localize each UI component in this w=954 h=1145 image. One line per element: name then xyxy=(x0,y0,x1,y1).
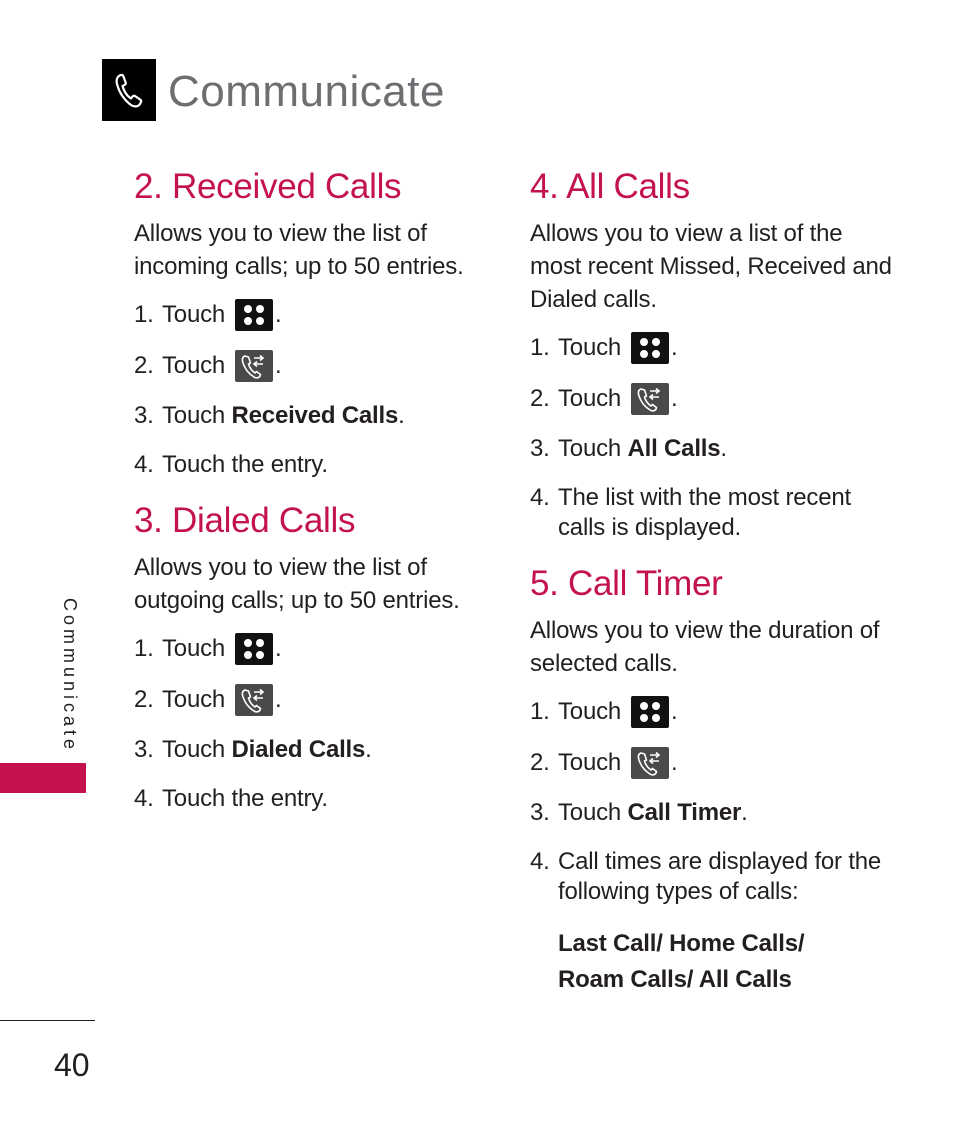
step-text: Touch xyxy=(558,799,622,826)
step-text: Touch xyxy=(558,749,622,776)
step-number: 1. xyxy=(134,301,154,328)
step-text: Touch xyxy=(162,301,226,328)
call-log-icon xyxy=(235,684,273,716)
step-number: 4. xyxy=(530,484,550,511)
received-calls-section xyxy=(134,165,504,480)
step-item xyxy=(530,434,900,464)
step-number: 4. xyxy=(530,848,550,875)
page-number: 40 xyxy=(54,1047,90,1083)
step-number: 2. xyxy=(134,686,154,713)
call-log-icon xyxy=(631,383,669,415)
right-column xyxy=(530,165,900,998)
steps-list xyxy=(134,299,504,480)
step-number: 3. xyxy=(134,736,154,763)
menu-option: All Calls xyxy=(627,435,721,462)
step-number: 3. xyxy=(530,799,550,826)
step-item xyxy=(134,450,504,480)
step-item xyxy=(134,735,504,765)
step-text: Touch xyxy=(162,402,226,429)
step-item xyxy=(530,696,900,728)
apps-grid-icon xyxy=(235,299,273,331)
step-item xyxy=(530,847,900,907)
apps-grid-icon xyxy=(235,633,273,665)
step-item xyxy=(530,483,900,543)
section-description: Allows you to view the duration of selected calls. xyxy=(530,617,880,677)
step-text: Touch xyxy=(558,334,622,361)
step-period: . xyxy=(671,385,678,412)
step-number: 3. xyxy=(134,402,154,429)
step-period: . xyxy=(365,736,372,763)
section-description: Allows you to view the list of outgoing calls; up to 50 entries. xyxy=(134,554,460,614)
step-text: Touch xyxy=(162,635,226,662)
step-number: 1. xyxy=(530,334,550,361)
menu-option: Call Timer xyxy=(627,799,742,826)
phone-icon xyxy=(102,59,156,121)
step-period: . xyxy=(275,352,282,379)
step-number: 2. xyxy=(134,352,154,379)
step-item xyxy=(134,401,504,431)
step-period: . xyxy=(741,799,748,826)
call-timer-section xyxy=(530,562,900,998)
left-column xyxy=(134,165,504,833)
step-item xyxy=(134,684,504,716)
step-text: Touch the entry. xyxy=(162,785,328,812)
step-period: . xyxy=(671,334,678,361)
section-title: 4. All Calls xyxy=(530,167,690,206)
step-text: Touch xyxy=(558,435,622,462)
step-item xyxy=(530,332,900,364)
call-log-icon xyxy=(235,350,273,382)
step-item xyxy=(530,798,900,828)
call-types-list xyxy=(558,926,900,998)
step-text: Touch the entry. xyxy=(162,451,328,478)
step-period: . xyxy=(275,301,282,328)
step-period: . xyxy=(275,686,282,713)
step-period: . xyxy=(275,635,282,662)
step-number: 1. xyxy=(134,635,154,662)
step-text: Call times are displayed for the following types of calls: xyxy=(558,848,882,905)
step-item xyxy=(530,383,900,415)
section-description: Allows you to view the list of incoming calls; up to 50 entries. xyxy=(134,220,464,280)
call-types-line: Last Call/ Home Calls/ xyxy=(558,930,805,957)
step-number: 2. xyxy=(530,385,550,412)
step-item xyxy=(134,299,504,331)
call-types-line: Roam Calls/ All Calls xyxy=(558,966,792,993)
step-period: . xyxy=(671,698,678,725)
menu-option: Dialed Calls xyxy=(231,736,366,763)
step-item xyxy=(134,350,504,382)
step-text: Touch xyxy=(558,698,622,725)
step-number: 1. xyxy=(530,698,550,725)
step-number: 3. xyxy=(530,435,550,462)
step-period: . xyxy=(671,749,678,776)
side-section-tab xyxy=(0,763,86,793)
section-description: Allows you to view a list of the most recent Missed, Received and Dialed calls. xyxy=(530,220,892,313)
step-text: Touch xyxy=(558,385,622,412)
step-number: 4. xyxy=(134,451,154,478)
step-item xyxy=(134,784,504,814)
step-period: . xyxy=(398,402,405,429)
step-item xyxy=(134,633,504,665)
steps-list xyxy=(134,633,504,814)
side-section-label: Communicate xyxy=(60,598,80,754)
section-title: 2. Received Calls xyxy=(134,167,402,206)
footer-divider xyxy=(0,1020,95,1021)
step-item xyxy=(530,747,900,779)
step-period: . xyxy=(720,435,727,462)
step-text: Touch xyxy=(162,736,226,763)
all-calls-section xyxy=(530,165,900,543)
step-text: Touch xyxy=(162,686,226,713)
step-text: The list with the most recent calls is displayed. xyxy=(558,484,851,541)
apps-grid-icon xyxy=(631,332,669,364)
step-number: 4. xyxy=(134,785,154,812)
steps-list xyxy=(530,696,900,907)
menu-option: Received Calls xyxy=(231,402,399,429)
page-title: Communicate xyxy=(168,67,445,116)
step-text: Touch xyxy=(162,352,226,379)
steps-list xyxy=(530,332,900,543)
call-log-icon xyxy=(631,747,669,779)
section-title: 5. Call Timer xyxy=(530,564,723,603)
apps-grid-icon xyxy=(631,696,669,728)
dialed-calls-section xyxy=(134,499,504,814)
section-title: 3. Dialed Calls xyxy=(134,501,356,540)
step-number: 2. xyxy=(530,749,550,776)
